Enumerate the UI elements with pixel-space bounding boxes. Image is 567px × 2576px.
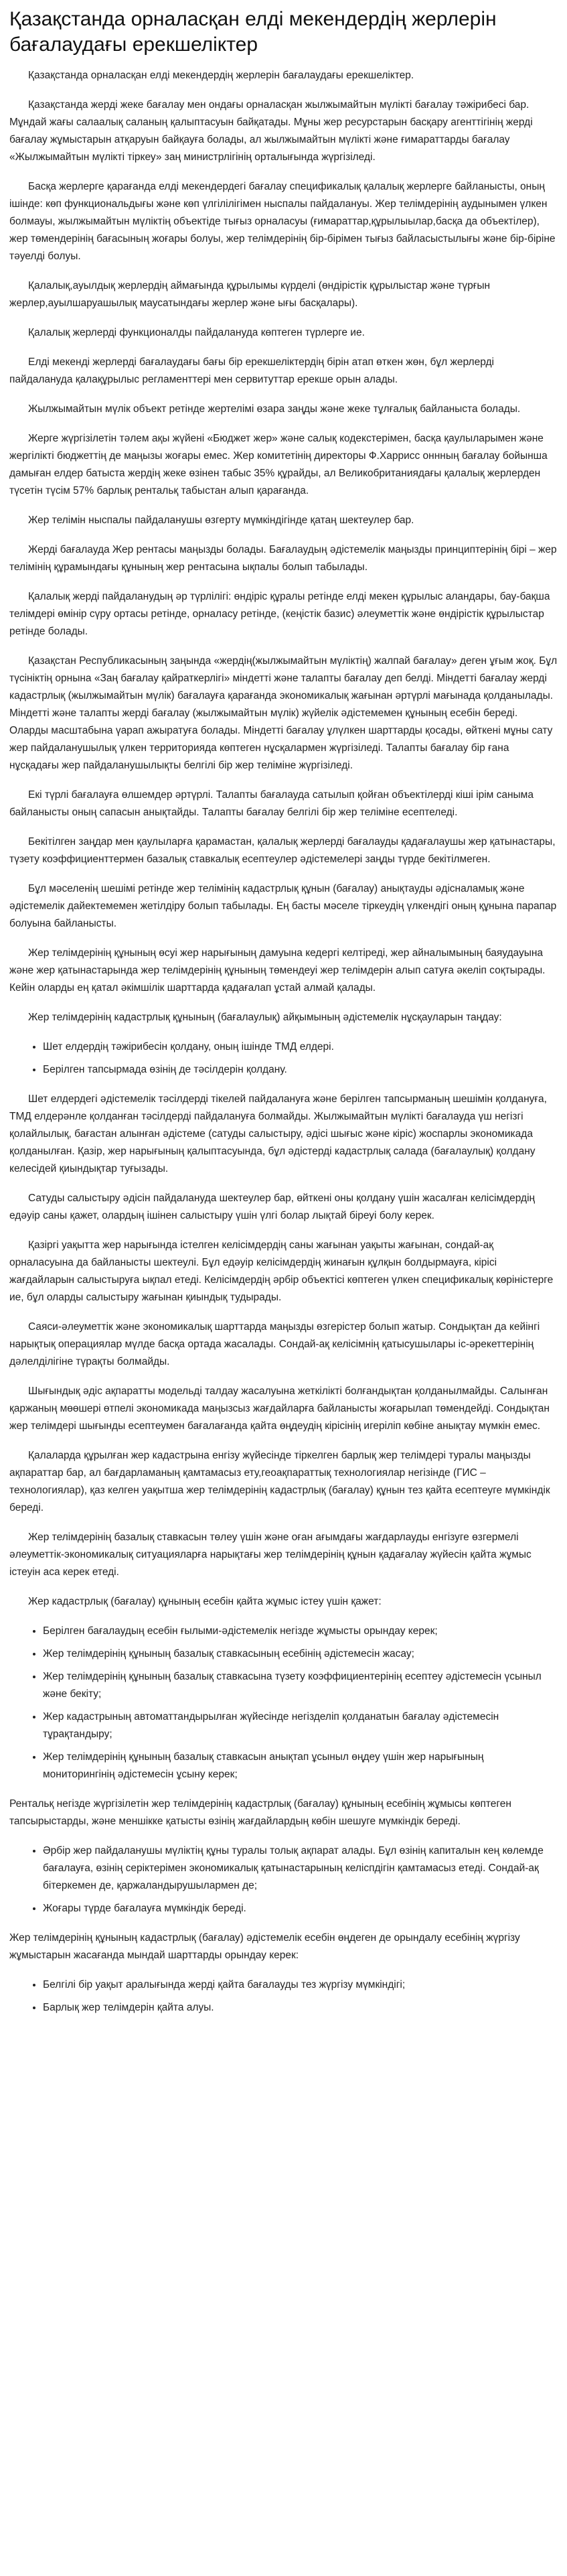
list-item: • Белгілі бір уақыт аралығында жерді қайта бағалауды тез жүргізу мүмкіндігі;	[43, 1976, 558, 1994]
paragraph: Шет елдердегі әдістемелік тәсілдерді тікелей пайдалануға және берілген тапсырманың шешімін қолдануға, ТМД елдерәнле қолданған тәсілдерді пайдалануға болмайды. Жылжымайтын мүлікті бағалауда үш негізгі қолайлылық, бағастан алынған әдістеме (сатуды салыстыру, әдісі шығыс және кіріс) жоспарлы экономикада қолданылған. Қазір, жер нарығының қалыптасуында, бұл әдістерді кадастрлық салада (бағалаулық) қолдану келесідей қиындықтар туғызады.	[9, 1093, 547, 1174]
paragraph: Бұл мәселенің шешімі ретінде жер телімінің кадастрлық құнын (бағалау) анықтауды әдісналамық және әдістемелік дайектемемен жетілдіру болып табылады. Ең басты мәселе тіркеудің үлкендігі оның құнына парапар болуына байланысты.	[9, 883, 557, 929]
paragraph: Қазақстан Республикасының заңында «жердің(жылжымайтын мүліктің) жалпай бағалау» деген ұғым жоқ. Бұл түсініктің орнына «Заң бағалау қайраткерлігі» міндетті және талапты бағалау деп белді. Міндетті бағалау жерді кадастрлық (жылжымайтын мүлік) бағалауға қарағанда экономикалық жағынан әртүрлі мағынада қолданылады. Міндетті және талапты жерді бағалау (жылжымайтын мүлік) жүйелік әдістемемен құнының есебін береді. Оларды масштабына үарап ажыратуға болады. Міндетті бағалау ұлүлкен шарттарды қосады, өйткені мұны сату жер пайдаланушылық үлкен территорияда көптеген нұсқалармен жүргізіледі. Талапты бағалау бір ғана нұсқадағы жер пайдаланушылықты белгілі бір жер теліміне жүргізіледі.	[9, 655, 558, 771]
list-item: • Жер кадастрының автоматтандырылған жүйесінде негізделіп қолданатын бағалау әдістемесін тұрақтандыру;	[43, 1708, 558, 1743]
paragraph: Қазақстанда орналасқан елді мекендердің жерлерін бағалаудағы ерекшеліктер.	[28, 70, 414, 81]
paragraph: Екі түрлі бағалауға өлшемдер әртүрлі. Талапты бағалауда сатылып қойған объектілерді кіші ірім саныма байланысты оның сапасын анықтайды. Талапты бағалау белгілі бір жер теліміне есептеледі.	[9, 789, 534, 818]
paragraph: Қалалық,ауылдық жерлердің аймағында құрылымы күрделі (өндірістік құрылыстар және түрғын жерлер,ауылшаруашылық маусатындағы жерлер және ығы басқалары).	[9, 280, 491, 309]
list-item: • Барлық жер телімдерін қайта алуы.	[43, 1999, 558, 2017]
paragraph: Басқа жерлерге қарағанда елді мекендердегі бағалау спецификалық қалалық жерлерге байланысты, оның ішінде: көп функциональдығы және көп үлгілілігімен ныспалы пайдалануы. Жер телімдерінің аудынымен үлкен болмауы, жылжымайтын мүліктің объектіде тығыз орналасуы (ғимараттар,құрылыылар,басқа да объектілер), жер төмендерінің бағасының жоғары болуы, жер телімдерінің бір-бірімен тығыз байласыстылығы және бір-біріне тәуелді болуы.	[9, 181, 556, 262]
paragraph: Бекітілген заңдар мен қаулыларға қарамастан, қалалық жерлерді бағалауды қадағалаушы жер қатынастары, түзету коэффициенттермен базалық ставкалық есептеулер әдістемелері заңды түрде бекітілмеген.	[9, 836, 556, 865]
list-item: • Жер телімдерінің құнының базалық ставкасын анықтап ұсыныл өңдеу үшін жер нарығының мониторингінің әдістемесін ұсыну керек;	[43, 1749, 558, 1783]
paragraph: Елді мекенді жерлерді бағалаудағы бағы бір ерекшеліктердің бірін атап өткен жөн, бұл жерлерді пайдалануда қалақұрылыс регламенттері мен сервитуттар ерекше орын алады.	[9, 356, 494, 385]
paragraph: Жер телімдерінің құнының өсуі жер нарығының дамуына кедергі келтіреді, жер айналымының баяудауына және жер қатынастарында жер телімдерінің құнының төмендеуі жер телімдерін алып сатуға әкеліп соқтырады. Кейін оларды ең қатал әкімшілік шарттарда қадағалап ұстай алмай қалады.	[9, 947, 546, 994]
paragraph: Шығындық әдіс ақпаратты модельді талдау жасалуына жеткілікті болғандықтан қолданылмайды. Салынған қаржаның мөөшері өтпелі экономикада маңызсыз жағдайларға байланысты жоғарылап төмендейді. Сондықтан жер телімдері шығынды есептеумен бағалағанда қайта өңдеудің кірісінің игеріліп көбіне анықтау мүмкін емес.	[9, 1385, 550, 1432]
bullet-list-conditions	[9, 1976, 558, 2017]
page-title: Қазақстанда орналасқан елді мекендердің жерлерін бағалаудағы ерекшеліктер	[9, 8, 497, 56]
paragraph: Рентальқ негізде жүргізілетін жер телімдерінің кадастрлық (бағалау) құнының есебінің жұмысы көптеген тапсырыстарды, және меншікке қатысты өзінің жағдайлардың көбін шешуге мүмкіндік береді.	[9, 1798, 511, 1827]
list-item: • Берілген бағалаудың есебін ғылыми-әдістемелік негізде жұмысты орындау керек;	[43, 1623, 558, 1640]
list-item: • Берілген тапсырмада өзінің де тәсілдерін қолдану.	[43, 1061, 558, 1079]
list-item: • Әрбір жер пайдаланушы мүліктің құны туралы толық ақпарат алады. Бұл өзінің капиталын кең көлемде бағалауға, өзінің серіктерімен экономикалық қатынастарының келіспдігін қамтамасыз етеді. Сондай-ақ бітеркемен де, қаржаландырушылармен де;	[43, 1842, 558, 1895]
list-item: • Жер телімдерінің құнының базалық ставкасының есебінің әдістемесін жасау;	[43, 1645, 558, 1663]
paragraph: Жер телімдерінің базалық ставкасын төлеу үшін және оған ағымдағы жағдарлауды енгізуге өзгермелі әлеуметтік-экономикалық ситуацияларға нарықтағы жер телімдерінің құнын қадағалау жүйесін қайта жұмыс істеуін аса керек етеді.	[9, 1532, 532, 1578]
paragraph: Қазақстанда жерді жеке бағалау мен ондағы орналасқан жылжымайтын мүлікті бағалау тәжірибесі бар. Мұндай жағы салаалық саланың қалыптасуын байқатады. Мұны жер ресурстарын басқару агенттігінің жерді бағалау жұмыстарын атқаруын байқауға болады, ал жылжымайтын мүлікті және ғимараттарды бағалау «Жылжымайтын мүлікті тіркеу» заң министрлігінің орталығында жүргізіледі.	[9, 99, 533, 163]
paragraph: Жылжымайтын мүлік объект ретінде жертелімі өзара заңды және жеке тұлғалық байланыста болады.	[28, 403, 521, 415]
paragraph: Жер кадастрлық (бағалау) құнының есебін қайта жұмыс істеу үшін қажет:	[28, 1596, 382, 1607]
list-item: • Шет елдердің тәжірибесін қолдану, оның ішінде ТМД елдері.	[43, 1038, 558, 1056]
bullet-list-methods	[9, 1038, 558, 1079]
list-item: • Жер телімдерінің құнының базалық ставкасына түзету коэффициентерінің есептеу әдістемесін үсыныл және бекіту;	[43, 1668, 558, 1703]
list-item: • Жоғары түрде бағалауға мүмкіндік береді.	[43, 1900, 558, 1917]
paragraph: Қалаларда құрылған жер кадастрына енгізу жүйесінде тіркелген барлық жер телімдері туралы маңызды ақпараттар бар, ал бағдарламаның қамтамасыз ету,геоақпараттық технологиялар негізінде (ГИС – технологиялар), қаз келген уақытша жер телімдерінің кадастрлық (бағалау) құнын тез қайта есептеуге мүмкіндік береді.	[9, 1450, 550, 1513]
paragraph: Жерді бағалауда Жер рентасы маңызды болады. Бағалаудың әдістемелік маңызды принциптерінің бірі – жер телімінің құрамындағы құнының жер рентасына ықпалы болып табылады.	[9, 544, 557, 573]
bullet-list-benefits	[9, 1842, 558, 1917]
bullet-list-requirements	[9, 1623, 558, 1783]
paragraph: Жерге жүргізілетін тәлем ақы жүйені «Бюджет жер» және салық кодекстерімен, басқа қаулыларымен және жергілікті бюджеттің де маңызы жоғары емес. Жер комитетінің директоры Ф.Харрисс оннның бағалау бойынша дамыған елдер батыста жердің жеке өзінен табыс 35% құрайды, ал Великобританиядағы қалалық жерлерден түсетін түсім 57% барлық рентальқ табыстан алып қарағанда.	[9, 433, 548, 496]
paragraph: Сатуды салыстыру әдісін пайдалануда шектеулер бар, өйткені оны қолдану үшін жасалған келісімдердің едәуір саны қажет, олардың ішінен салыстыру үшін үлгі болар лықтай біреуі болу керек.	[9, 1193, 536, 1221]
paragraph: Қалалық жерлерді функционалды пайдалануда көптеген түрлерге ие.	[28, 327, 365, 338]
paragraph: Жер телімдерінің кадастрлық құнының (бағалаулық) айқымының әдістемелік нұсқауларын таңдау:	[28, 1012, 502, 1023]
paragraph: Жер телімдерінің құнының кадастрлық (бағалау) әдістемелік есебін өңдеген де орындалу есебінің жүргізу жұмыстарын жасағанда мындай шарттарды орындау керек:	[9, 1932, 520, 1961]
paragraph: Қазіргі уақытта жер нарығында істелген келісімдердің саны жағынан уақыты жағынан, сондай-ақ орналасуына да байланысты шектеулі. Бұл едәуір келісімдердің жинағын құлқын болдырмауға, кірісі жағдайларын салыстыруға ықпал етеді. Келісімдердің әрбір объектісі көптеген үлкен спецификалық көріністерге ие, бұл оларды салыстыру жағынан қиындық тудырады.	[9, 1239, 554, 1303]
paragraph: Жер телімін ныспалы пайдаланушы өзгерту мүмкіндігінде қатаң шектеулер бар.	[28, 515, 414, 526]
paragraph: Саяси-әлеуметтік және экономикалық шарттарда маңызды өзгерістер болып жатыр. Сондықтан да кейінгі нарықтық операциялар мүлде басқа ортада жасалады. Сондай-ақ келісімнің қатысушылары іс-әрекеттерінің дәлелділігіне түрақты болмайды.	[9, 1321, 540, 1367]
paragraph: Қалалық жерді пайдаланудың әр түрлілігі: өндіріс құралы ретінде елді мекен құрылыс аландары, бау-бақша телімдері өмінір сүру ортасы ретінде, орналасу ретінде, (кеңістік базис) әлеуметтік және өндірістік құрылыстар ретінде болады.	[9, 591, 550, 637]
